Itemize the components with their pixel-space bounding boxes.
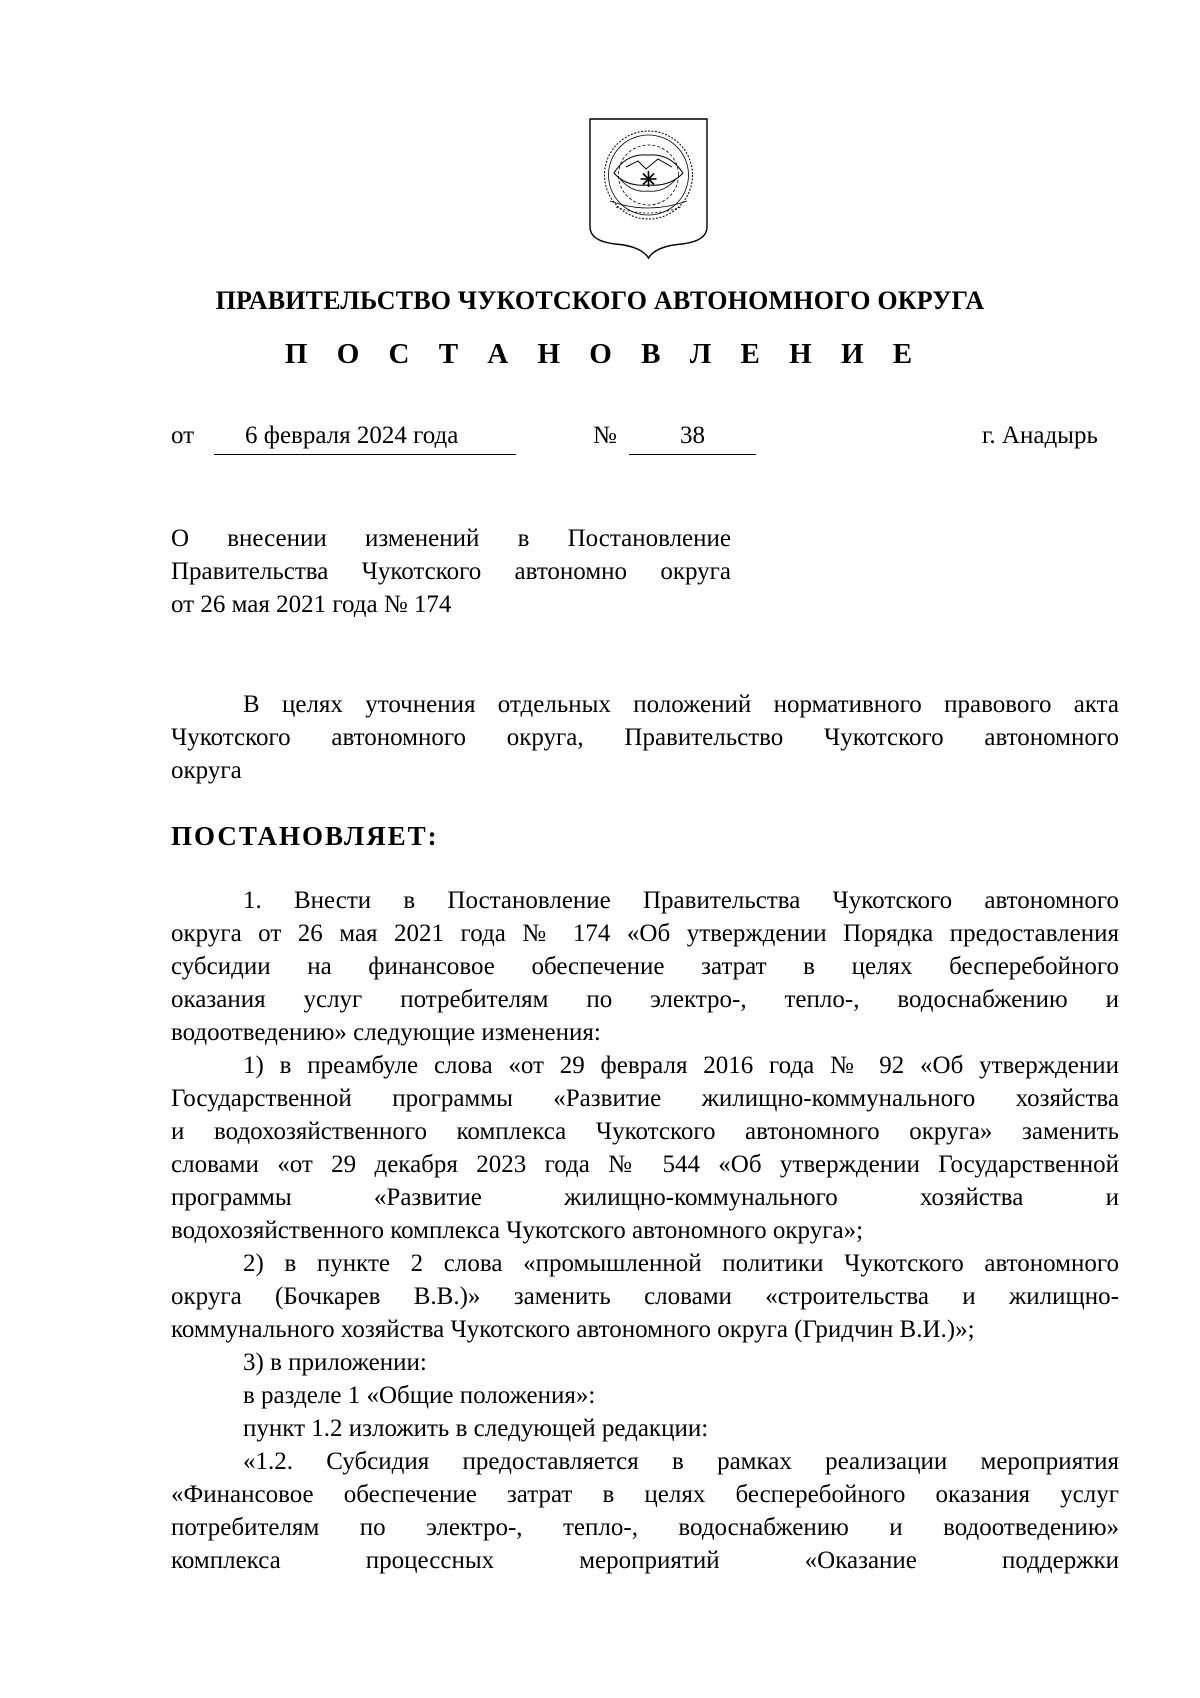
text-line: В целях уточнения отдельных положений нормативного правового акта (243, 691, 1119, 718)
document-subject (171, 522, 731, 621)
text-line: Чукотского автономного округа, Правительство Чукотского автономного (171, 724, 1119, 751)
text-line: округа (Бочкарев В.В.)» заменить словами «строительства и жилищно- (171, 1283, 1119, 1310)
number-label: № (593, 422, 617, 449)
text-line: 3) в приложении: (243, 1349, 427, 1376)
text-line: оказания услуг потребителям по электро-, тепло-, водоснабжению и (171, 986, 1119, 1013)
text-line: Государственной программы «Развитие жилищно-коммунального хозяйства (171, 1085, 1119, 1112)
text-line: водоотведению» следующие изменения: (171, 1019, 601, 1046)
text-line: «1.2. Субсидия предоставляется в рамках реализации мероприятия (243, 1448, 1119, 1475)
body-paragraph-6 (171, 1412, 1119, 1445)
text-line: водохозяйственного комплекса Чукотского автономного округа»; (171, 1217, 864, 1244)
document-type-title: П О С Т А Н О В Л Е Н И Е (284, 338, 924, 370)
text-line: округа от 26 мая 2021 года № 174 «Об утверждении Порядка предоставления (171, 920, 1119, 947)
government-title: ПРАВИТЕЛЬСТВО ЧУКОТСКОГО АВТОНОМНОГО ОКРУГА (215, 286, 985, 315)
text-line: субсидии на финансовое обеспечение затрат в целях бесперебойного (171, 953, 1119, 980)
subject-line: Правительства Чукотского автономно округа (171, 558, 731, 585)
text-line: программы «Развитие жилищно-коммунального хозяйства и (171, 1184, 1119, 1211)
body-paragraph-7 (171, 1445, 1119, 1577)
document-city: г. Анадырь (982, 422, 1098, 449)
text-line: округа (171, 757, 242, 784)
body-paragraph-1 (171, 884, 1119, 1049)
text-line: потребителям по электро-, тепло-, водоснабжению и водоотведению» (171, 1514, 1119, 1541)
text-line: в разделе 1 «Общие положения»: (243, 1382, 596, 1409)
body-paragraph-2 (171, 1049, 1119, 1247)
date-underline (214, 454, 516, 455)
document-date: 6 февраля 2024 года (245, 422, 459, 449)
body-paragraph-5 (171, 1379, 1119, 1412)
text-line: «Финансовое обеспечение затрат в целях бесперебойного оказания услуг (171, 1481, 1119, 1508)
document-number: 38 (680, 422, 705, 449)
text-line: и водохозяйственного комплекса Чукотского автономного округа» заменить (171, 1118, 1119, 1145)
date-prefix-label: от (171, 422, 195, 449)
subject-line: О внесении изменений в Постановление (171, 525, 731, 552)
body-paragraph-3 (171, 1247, 1119, 1346)
text-line: коммунального хозяйства Чукотского автономного округа (Гридчин В.И.)»; (171, 1316, 975, 1343)
text-line: комплекса процессных мероприятий «Оказание поддержки (171, 1547, 1119, 1574)
text-line: пункт 1.2 изложить в следующей редакции: (243, 1415, 709, 1442)
document-meta-row (0, 422, 1200, 462)
subject-line: от 26 мая 2021 года № 174 (171, 591, 452, 618)
number-underline (629, 454, 756, 455)
decree-heading: ПОСТАНОВЛЯЕТ: (171, 821, 439, 851)
text-line: словами «от 29 декабря 2023 года № 544 «Об утверждении Государственной (171, 1151, 1119, 1178)
coat-of-arms-emblem (586, 115, 711, 260)
body-paragraph-4 (171, 1346, 1119, 1379)
text-line: 2) в пункте 2 слова «промышленной политики Чукотского автономного (243, 1250, 1119, 1277)
preamble-paragraph (171, 688, 1119, 787)
text-line: 1. Внести в Постановление Правительства Чукотского автономного (243, 887, 1119, 914)
text-line: 1) в преамбуле слова «от 29 февраля 2016 года № 92 «Об утверждении (243, 1052, 1119, 1079)
